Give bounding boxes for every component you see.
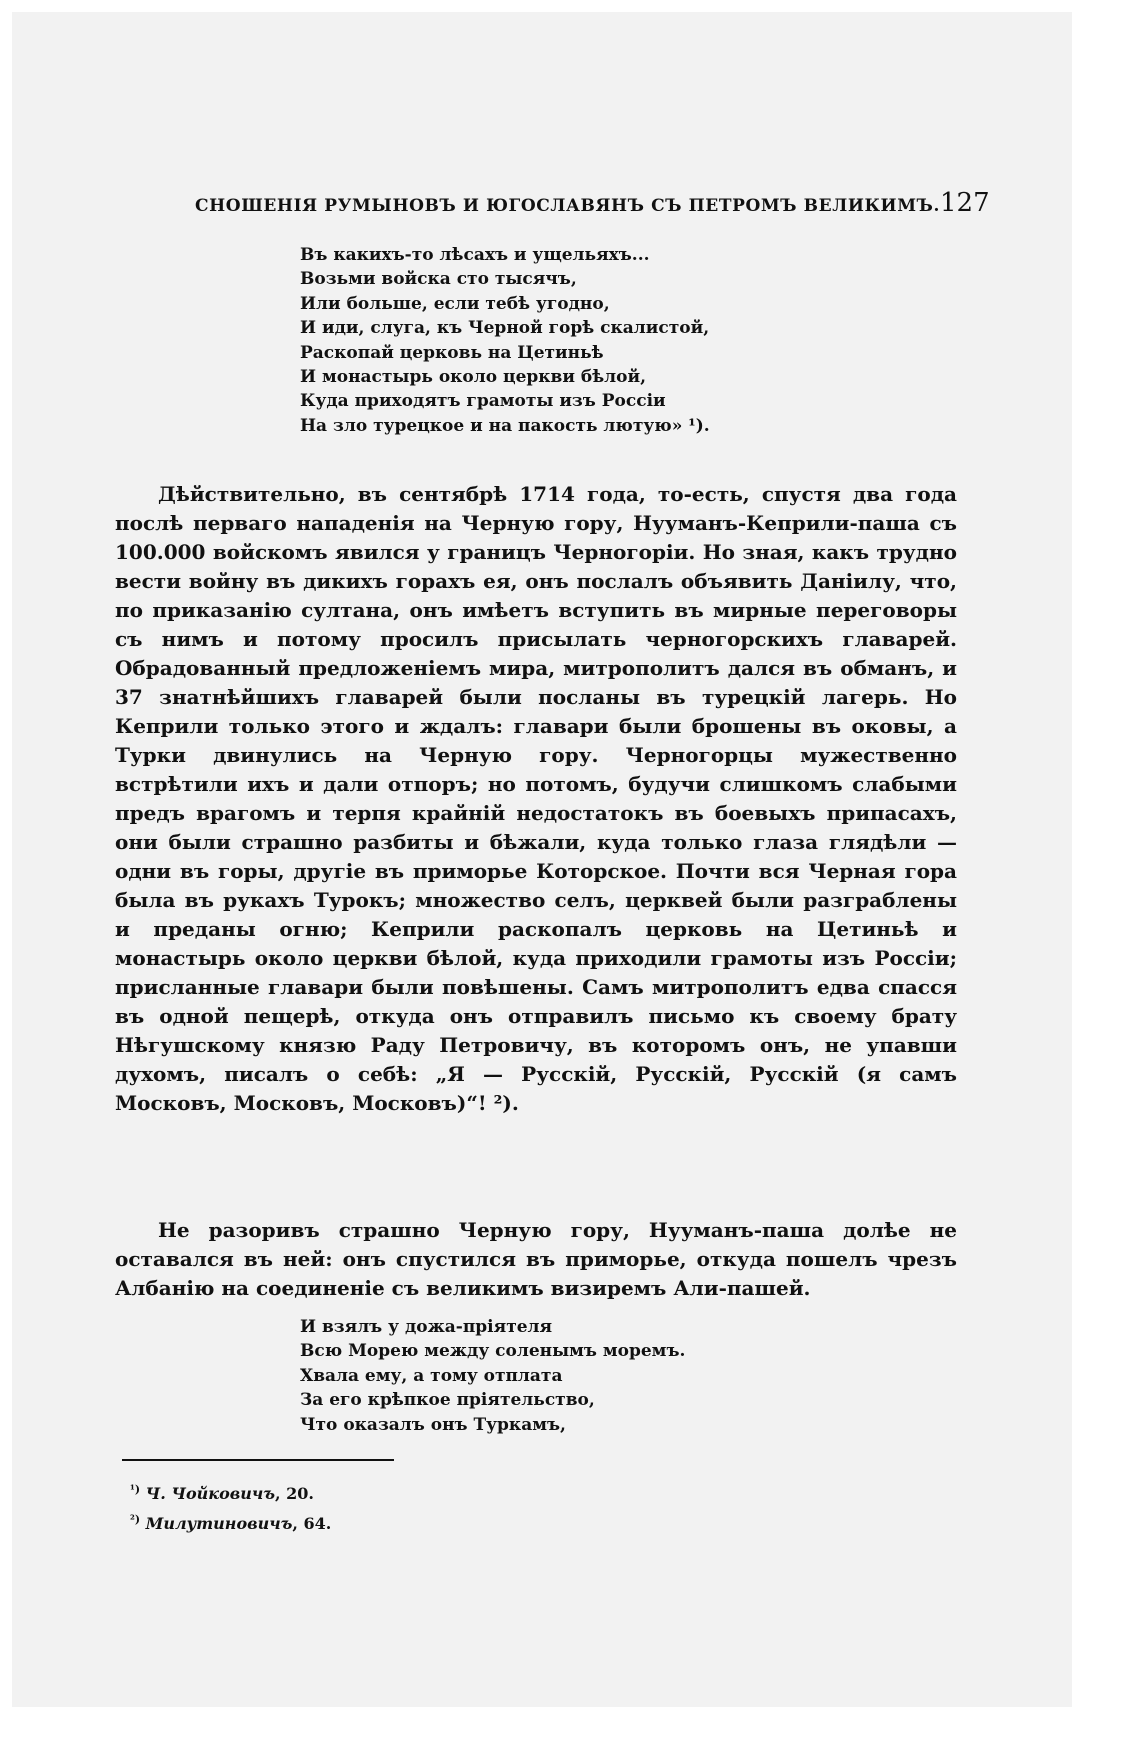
footnote-reference: , 64. [292,1514,332,1533]
footnote-source: Ч. Чойковичъ [145,1484,275,1503]
verse-line: Куда приходятъ грамоты изъ Россіи [300,391,666,412]
verse-line: На зло турецкое и на пакость лютую» ¹). [300,415,710,436]
page-number: 127 [940,188,990,218]
footnotes [130,1477,630,1537]
footnote [130,1477,630,1507]
footnote-marker: ²) [130,1513,141,1526]
footnote [130,1507,630,1537]
verse-quotation [300,243,820,438]
verse-line: Всю Морею между соленымъ моремъ. [300,1341,686,1362]
verse-line: Или больше, если тебѣ угодно, [300,293,610,314]
footnote-marker: ¹) [130,1483,141,1496]
running-header [195,188,990,222]
verse-line: Возьми войска сто тысячъ, [300,269,577,290]
verse-line: Хвала ему, а тому отплата [300,1365,563,1386]
paragraph: Не разоривъ страшно Черную гору, Нууманъ-паша долѣе не оставался въ ней: онъ спустился въ приморье, откуда пошелъ чрезъ Албанію на соединеніе съ великимъ визиремъ Али-пашей. [115,1218,957,1300]
body-text [115,1216,957,1303]
footnote-reference: , 20. [274,1484,314,1503]
verse-quotation [300,1315,820,1437]
footnote-source: Милутиновичъ [145,1514,293,1533]
footnote-divider [122,1459,394,1461]
paragraph: Дѣйствительно, въ сентябрѣ 1714 года, то-есть, спустя два года послѣ перваго нападенія на Черную гору, Нууманъ-Кеприли-паша съ 100.000 войскомъ явился у границъ Черногоріи. Но зная, какъ трудно вести войну въ дикихъ горахъ ея, онъ послалъ объявить Данiилу, что, по приказанію султана, онъ имѣетъ вступить въ мирные переговоры съ нимъ и потому просилъ присылать черногорскихъ главарей. Обрадованный предложеніемъ мира, митрополитъ дался въ обманъ, и 37 знатнѣйшихъ главарей были посланы въ турецкій лагерь. Но Кеприли только этого и ждалъ: главари были брошены въ оковы, а Турки двинулись на Черную гору. Черногорцы мужественно встрѣтили ихъ и дали отпоръ; но потомъ, будучи слишкомъ слабыми предъ врагомъ и терпя крайній недостатокъ въ боевыхъ припасахъ, они были страшно разбиты и бѣжали, куда только глаза глядѣли — одни въ горы, другіе въ приморье Которское. Почти вся Черная гора была въ рукахъ Турокъ; множество селъ, церквей были разграблены и преданы огню; Кеприли раскопалъ церковь на Цетиньѣ и монастырь около церкви бѣлой, куда приходили грамоты изъ Россіи; присланные главари были повѣшены. Самъ митрополитъ едва спасся въ одной пещерѣ, откуда онъ отправилъ письмо къ своему брату Нѣгушскому князю Раду Петровичу, въ которомъ онъ, не упавши духомъ, писалъ о себѣ: „Я — Русскій, Русскій, Русскій (я самъ Московъ, Московъ, Московъ)“! ²). [115,482,957,1115]
verse-line: Раскопай церковь на Цетиньѣ [300,342,604,363]
verse-line: И иди, слуга, къ Черной горѣ скалистой, [300,318,710,339]
verse-line: Что оказалъ онъ Туркамъ, [300,1414,566,1435]
verse-line: И взялъ у дожа-пріятеля [300,1317,553,1337]
verse-line: За его крѣпкое пріятельство, [300,1390,595,1411]
verse-line: И монастырь около церкви бѣлой, [300,367,647,388]
body-text [115,480,957,1118]
verse-line: Въ какихъ-то лѣсахъ и ущельяхъ... [300,245,650,265]
running-title: СНОШЕНІЯ РУМЫНОВЪ И ЮГОСЛАВЯНЪ СЪ ПЕТРОМЪ ВЕЛИКИМЪ. [195,196,941,216]
